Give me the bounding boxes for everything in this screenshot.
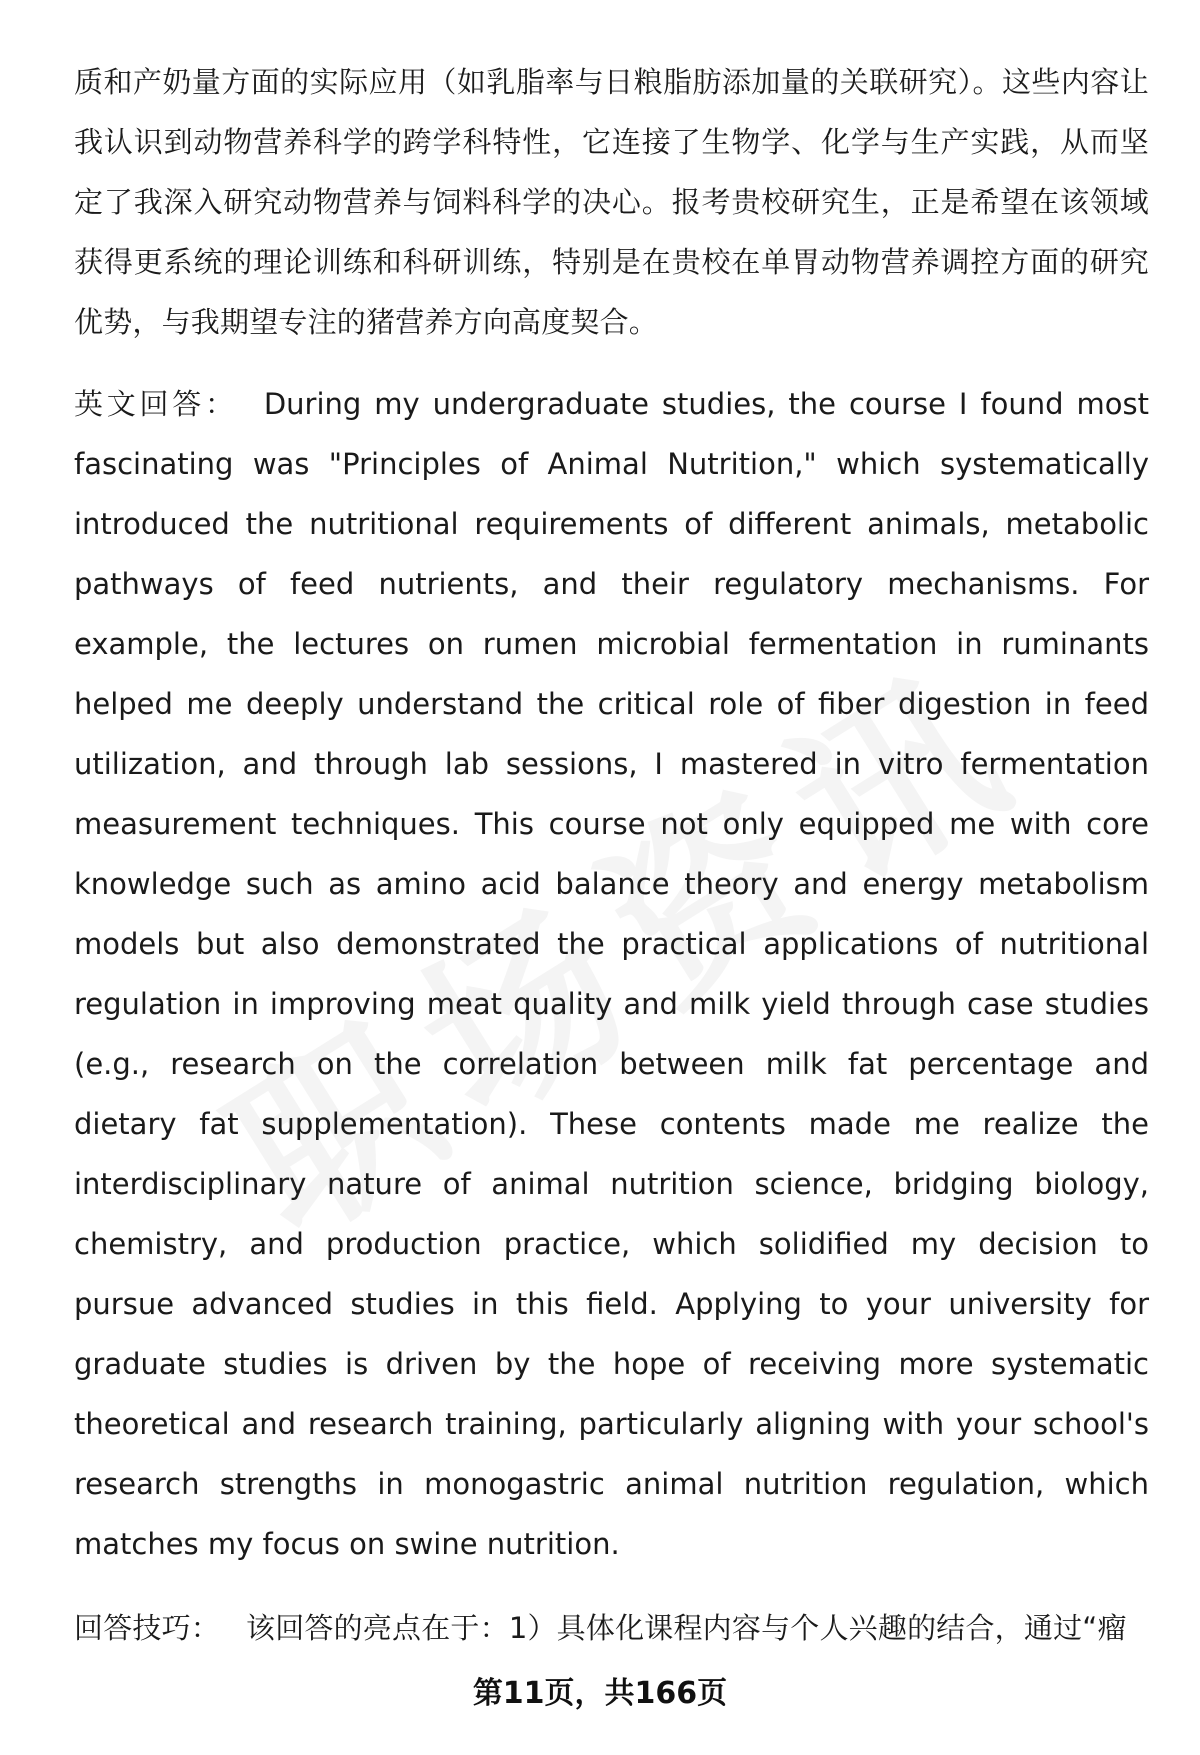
answer-tips-text: 该回答的亮点在于：1）具体化课程内容与个人兴趣的结合，通过“瘤 [246, 1611, 1127, 1645]
page-number-footer: 第11页，共166页 [472, 1676, 728, 1711]
answer-tips-label: 回答技巧： [74, 1611, 221, 1645]
english-answer-label: 英文回答： [74, 387, 238, 421]
english-answer-paragraph [74, 374, 1149, 1574]
document-body [74, 52, 1149, 1658]
chinese-answer-continuation: 质和产奶量方面的实际应用（如乳脂率与日粮脂肪添加量的关联研究）。这些内容让我认识到动物营养科学的跨学科特性，它连接了生物学、化学与生产实践，从而坚定了我深入研究动物营养与饲料科学的决心。报考贵校研究生，正是希望在该领域获得更系统的理论训练和科研训练，特别是在贵校在单胃动物营养调控方面的研究优势，与我期望专注的猪营养方向高度契合。 [74, 65, 1149, 339]
english-answer-text: During my undergraduate studies, the course I found most fascinating was "Principles of Animal Nutrition," which systematically introduced the nutritional requirements of different animals, metabolic pathways of feed nutrients, and their regulatory mechanisms. For example, the lectures on rumen microbial fermentation in ruminants helped me deeply understand the critical role of fiber digestion in feed utilization, and through lab sessions, I mastered in vitro fermentation measurement techniques. This course not only equipped me with core knowledge such as amino acid balance theory and energy metabolism models but also demonstrated the practical applications of nutritional regulation in improving meat quality and milk yield through case studies (e.g., research on the correlation between milk fat percentage and dietary fat supplementation). These contents made me realize the interdisciplinary nature of animal nutrition science, bridging biology, chemistry, and production practice, which solidified my decision to pursue advanced studies in this field. Applying to your university for graduate studies is driven by the hope of receiving more systematic theoretical and research training, particularly aligning with your school's research strengths in monogastric animal nutrition regulation, which matches my focus on swine nutrition. [74, 387, 1149, 1561]
answer-tips-paragraph [74, 1598, 1149, 1658]
